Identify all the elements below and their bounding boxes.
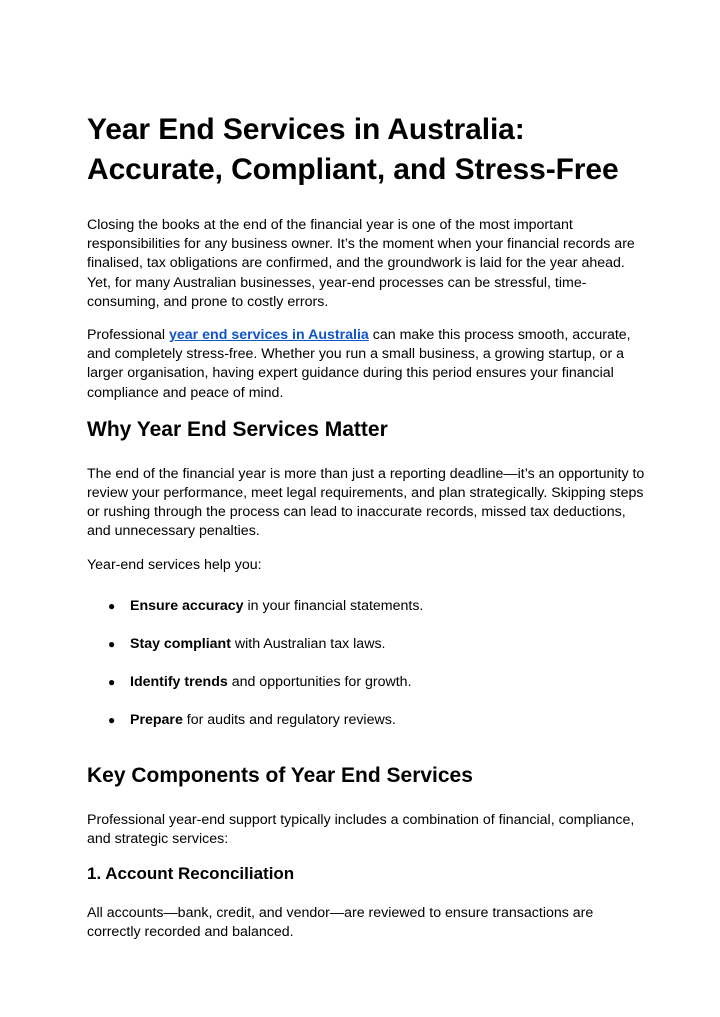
why-heading: Why Year End Services Matter [87, 417, 388, 441]
list-item-text: in your financial statements. [243, 597, 424, 614]
list-item [87, 597, 647, 616]
list-item [87, 711, 647, 730]
professional-paragraph [87, 326, 647, 403]
section1-paragraph: All accounts—bank, credit, and vendor—are reviewed to ensure transactions are correctly recorded and balanced. [87, 905, 594, 941]
components-paragraph: Professional year-end support typically includes a combination of financial, compliance, and strategic services: [87, 811, 635, 848]
benefits-list [87, 597, 647, 730]
list-item-bold: Prepare [130, 711, 183, 728]
list-item [87, 673, 647, 692]
intro-paragraph: Closing the books at the end of the financial year is one of the most important responsibilities for any business owner. It’s the moment when your financial records are finalised, tax obligations are confirmed, and the groundwork is laid for the year ahead. Yet, for many Australian businesses, year-end processes can be stressful, time-consuming, and prone to costly errors. [87, 217, 635, 310]
list-item-bold: Ensure accuracy [130, 597, 244, 614]
bullet-icon: ● [108, 712, 116, 727]
why-paragraph: The end of the financial year is more than just a reporting deadline—it’s an opportunity to review your performance, meet legal requirements, and plan strategically. Skipping steps or rushing through the process can lead to inaccurate records, missed tax deductions, and unnecessary penalties. [87, 465, 645, 540]
list-item-bold: Stay compliant [130, 635, 231, 652]
document-page [87, 110, 647, 957]
professional-paragraph-lead: Professional [87, 327, 170, 344]
year-end-services-link[interactable]: year end services in Australia [169, 327, 369, 344]
bullet-icon: ● [108, 598, 116, 613]
list-item-text: and opportunities for growth. [227, 673, 412, 690]
help-intro: Year-end services help you: [87, 556, 262, 573]
components-heading: Key Components of Year End Services [87, 763, 473, 787]
section1-heading: 1. Account Reconciliation [87, 864, 295, 884]
list-item-text: for audits and regulatory reviews. [182, 711, 396, 728]
list-item [87, 635, 647, 654]
bullet-icon: ● [108, 636, 116, 651]
bullet-icon: ● [108, 674, 116, 689]
page-title: Year End Services in Australia: Accurate, Compliant, and Stress-Free [87, 113, 619, 186]
list-item-bold: Identify trends [130, 673, 228, 690]
list-item-text: with Australian tax laws. [230, 635, 386, 652]
professional-paragraph-rest: can make this process smooth, accurate, and completely stress-free. Whether you run a small business, a growing startup, or a larger organisation, having expert guidance during this period ensures your financial compliance and peace of mind. [87, 327, 631, 401]
